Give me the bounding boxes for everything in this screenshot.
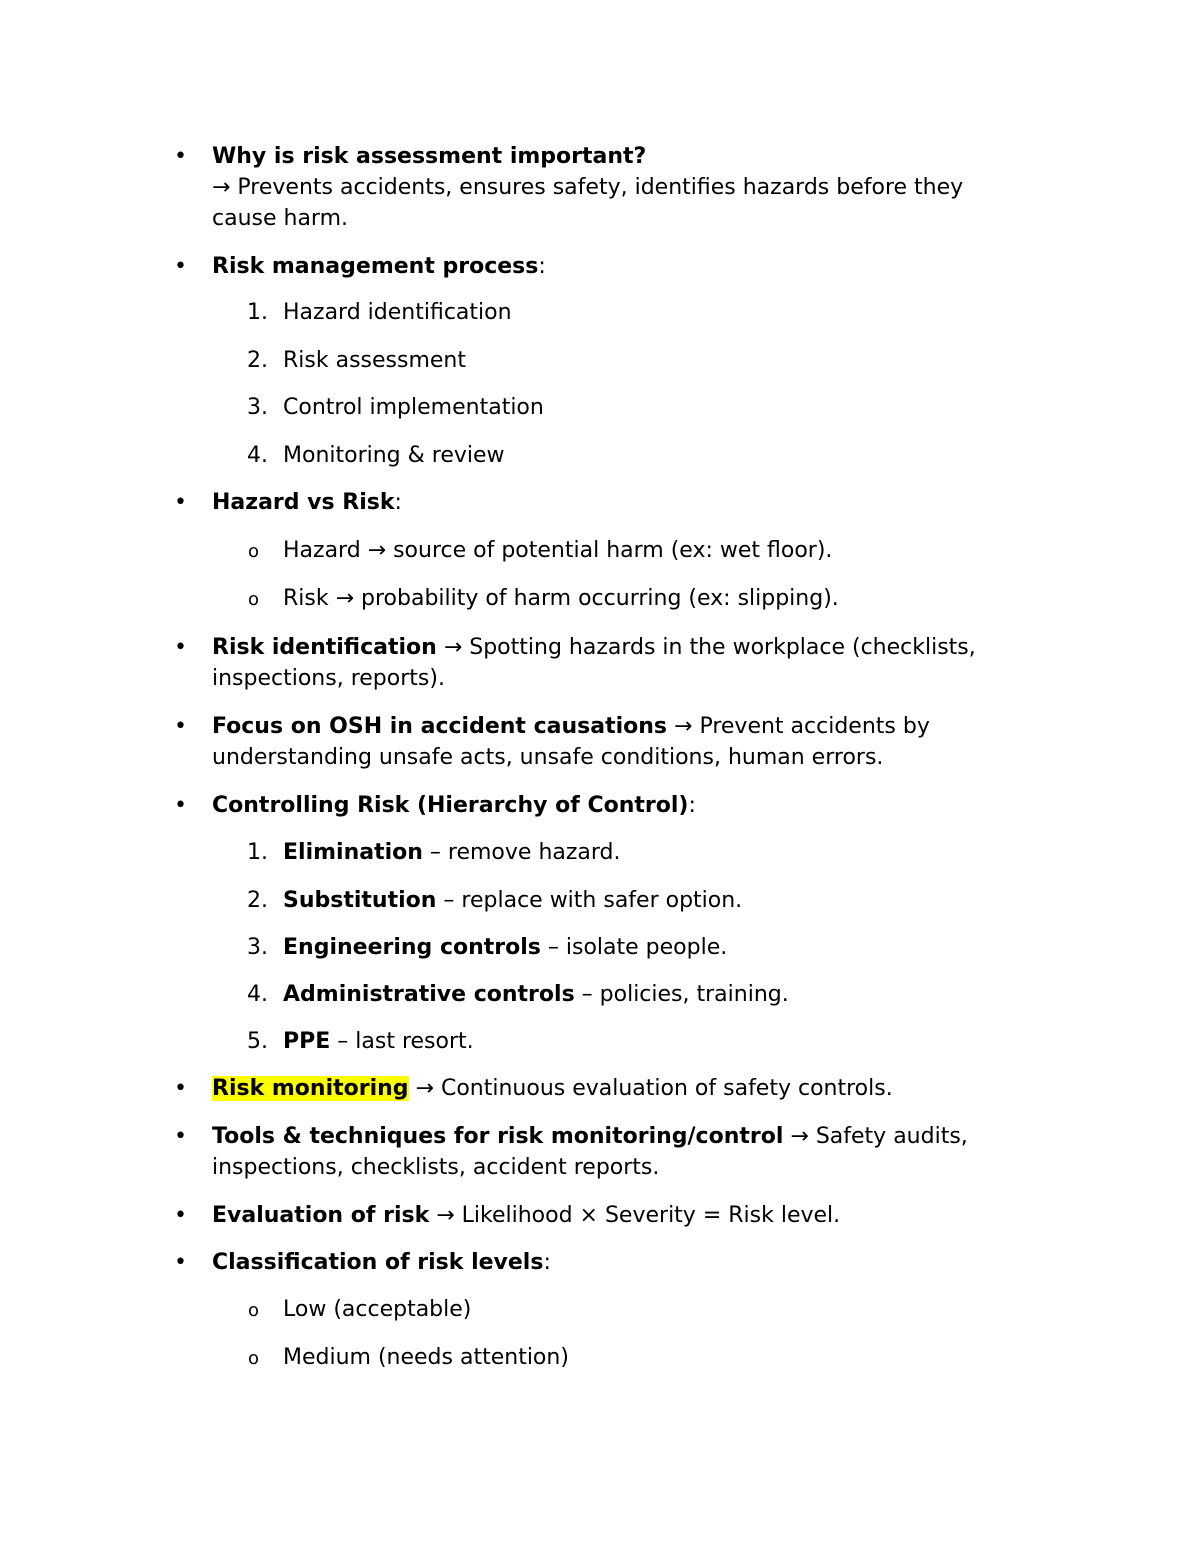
list-item-classification: [212, 1247, 1042, 1278]
step-number: 5.: [247, 1029, 268, 1054]
bullet-icon: •: [174, 1203, 187, 1228]
hierarchy-text: – remove hazard.: [422, 840, 621, 865]
step-text: Control implementation: [283, 395, 544, 420]
step-number: 3.: [247, 935, 268, 960]
highlighted-heading: Risk monitoring: [212, 1076, 409, 1101]
item-heading: Evaluation of risk: [212, 1203, 430, 1228]
hierarchy-heading: PPE: [283, 1029, 331, 1054]
circle-bullet-icon: o: [248, 541, 260, 562]
item-text: → Continuous evaluation of safety controls.: [408, 1076, 893, 1101]
step-number: 2.: [247, 348, 268, 373]
item-text: → Safety audits,: [783, 1124, 968, 1149]
item-text: → Prevents accidents, ensures safety, identifies hazards before they: [212, 175, 964, 200]
sub-item-text: Hazard → source of potential harm (ex: wet floor).: [283, 538, 833, 563]
bullet-icon: •: [174, 714, 187, 739]
hierarchy-heading: Substitution: [283, 888, 437, 913]
sub-item-text: Medium (needs attention): [283, 1345, 569, 1370]
list-item-risk-identification: [212, 632, 1042, 694]
item-heading: Risk identification: [212, 635, 437, 660]
bullet-icon: •: [174, 1076, 187, 1101]
hierarchy-heading: Administrative controls: [283, 982, 575, 1007]
list-item-hazard-vs-risk: [212, 487, 1042, 518]
item-text: :: [538, 254, 546, 279]
hierarchy-text: – replace with safer option.: [436, 888, 743, 913]
item-heading: Focus on OSH in accident causations: [212, 714, 668, 739]
circle-bullet-icon: o: [248, 1300, 260, 1321]
hierarchy-item: [283, 837, 1043, 868]
item-text: understanding unsafe acts, unsafe conditions, human errors.: [212, 745, 884, 770]
item-heading: Classification of risk levels: [212, 1250, 544, 1275]
hierarchy-item: [283, 932, 1043, 963]
step-text: Hazard identification: [283, 300, 512, 325]
list-item-risk-management-process: [212, 251, 1042, 282]
item-text: inspections, reports).: [212, 666, 445, 691]
item-text: cause harm.: [212, 206, 349, 231]
hierarchy-item: [283, 885, 1043, 916]
hierarchy-text: – policies, training.: [574, 982, 789, 1007]
list-item-tools-techniques: [212, 1121, 1042, 1183]
step-number: 1.: [247, 300, 268, 325]
item-text: → Prevent accidents by: [667, 714, 930, 739]
list-item-risk-monitoring: [212, 1073, 1042, 1104]
hierarchy-heading: Elimination: [283, 840, 423, 865]
item-text: :: [688, 793, 696, 818]
bullet-icon: •: [174, 793, 187, 818]
item-heading: Controlling Risk (Hierarchy of Control): [212, 793, 689, 818]
item-text: → Likelihood × Severity = Risk level.: [429, 1203, 841, 1228]
hierarchy-item: [283, 979, 1043, 1010]
list-item-why-important: [212, 141, 1042, 234]
sub-item-text: Risk → probability of harm occurring (ex: slipping).: [283, 586, 839, 611]
sub-item-text: Low (acceptable): [283, 1297, 472, 1322]
hierarchy-item: [283, 1026, 1043, 1057]
bullet-icon: •: [174, 144, 187, 169]
bullet-icon: •: [174, 1250, 187, 1275]
item-heading: Why is risk assessment important?: [212, 144, 647, 169]
hierarchy-text: – last resort.: [330, 1029, 474, 1054]
bullet-icon: •: [174, 490, 187, 515]
hierarchy-text: – isolate people.: [540, 935, 728, 960]
step-text: Monitoring & review: [283, 443, 505, 468]
item-heading: Risk management process: [212, 254, 539, 279]
step-number: 3.: [247, 395, 268, 420]
bullet-icon: •: [174, 254, 187, 279]
bullet-icon: •: [174, 635, 187, 660]
list-item-focus-osh: [212, 711, 1042, 773]
item-text: inspections, checklists, accident reports.: [212, 1155, 660, 1180]
hierarchy-heading: Engineering controls: [283, 935, 541, 960]
item-text: :: [394, 490, 402, 515]
step-text: Risk assessment: [283, 348, 466, 373]
bullet-icon: •: [174, 1124, 187, 1149]
step-number: 1.: [247, 840, 268, 865]
item-text: → Spotting hazards in the workplace (checklists,: [436, 635, 976, 660]
list-item-evaluation-of-risk: [212, 1200, 1042, 1231]
circle-bullet-icon: o: [248, 589, 260, 610]
item-heading: Tools & techniques for risk monitoring/control: [212, 1124, 784, 1149]
step-number: 4.: [247, 443, 268, 468]
item-heading: Hazard vs Risk: [212, 490, 395, 515]
step-number: 4.: [247, 982, 268, 1007]
item-text: :: [543, 1250, 551, 1275]
step-number: 2.: [247, 888, 268, 913]
list-item-controlling-risk: [212, 790, 1042, 821]
circle-bullet-icon: o: [248, 1348, 260, 1369]
